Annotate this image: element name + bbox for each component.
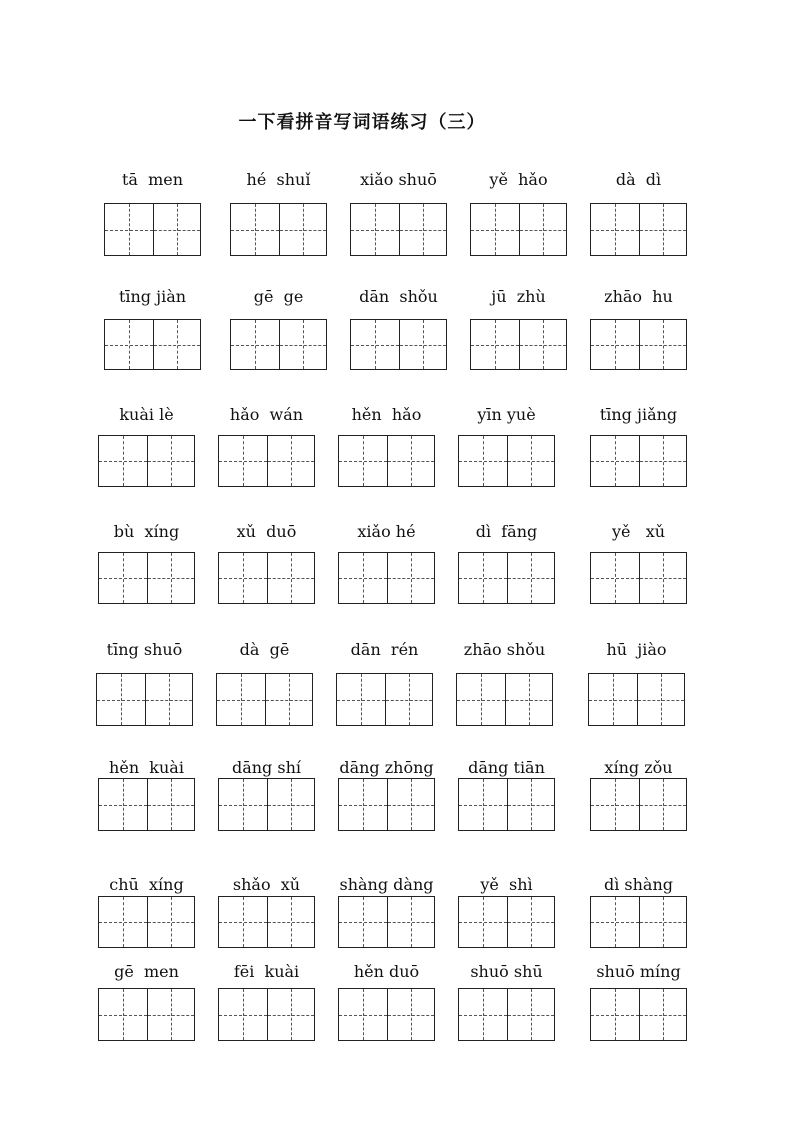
- pinyin-label: jū zhù: [491, 287, 546, 306]
- writing-box[interactable]: [98, 552, 195, 604]
- character-cell[interactable]: [591, 436, 639, 486]
- character-cell[interactable]: [399, 204, 447, 255]
- character-cell[interactable]: [351, 204, 399, 255]
- writing-box[interactable]: [458, 435, 555, 487]
- character-cell[interactable]: [507, 897, 555, 947]
- character-cell[interactable]: [279, 320, 327, 369]
- pinyin-label: yě hǎo: [489, 170, 548, 189]
- writing-box[interactable]: [338, 552, 435, 604]
- word-item: [588, 640, 685, 726]
- word-item: [338, 405, 435, 487]
- pinyin-label: tīng jiǎng: [599, 405, 678, 424]
- word-item: [104, 287, 201, 370]
- character-cell[interactable]: [591, 320, 639, 369]
- word-item: [98, 962, 195, 1041]
- character-cell[interactable]: [459, 897, 507, 947]
- word-item: [98, 522, 195, 604]
- pinyin-label: kuài lè: [119, 405, 174, 424]
- word-item: [218, 522, 315, 604]
- character-cell[interactable]: [231, 204, 279, 255]
- writing-box[interactable]: [218, 552, 315, 604]
- character-cell[interactable]: [267, 989, 315, 1040]
- word-item: [218, 758, 315, 831]
- character-cell[interactable]: [507, 779, 555, 830]
- word-item: [470, 170, 567, 256]
- pinyin-label: shuō míng: [596, 962, 681, 981]
- character-cell[interactable]: [339, 779, 387, 830]
- pinyin-label: xíng zǒu: [604, 758, 673, 777]
- character-cell[interactable]: [99, 553, 147, 603]
- writing-box[interactable]: [590, 203, 687, 256]
- character-cell[interactable]: [639, 989, 687, 1040]
- pinyin-label: xǔ duō: [236, 522, 297, 541]
- character-cell[interactable]: [147, 553, 195, 603]
- pinyin-label: shǎo xǔ: [232, 875, 301, 894]
- character-cell[interactable]: [267, 436, 315, 486]
- character-cell[interactable]: [145, 674, 193, 725]
- character-cell[interactable]: [589, 674, 637, 725]
- pinyin-label: hǎo wán: [229, 405, 304, 424]
- character-cell[interactable]: [147, 897, 195, 947]
- character-cell[interactable]: [99, 436, 147, 486]
- character-cell[interactable]: [339, 989, 387, 1040]
- word-item: [98, 875, 195, 948]
- writing-box[interactable]: [230, 203, 327, 256]
- word-item: [338, 875, 435, 948]
- writing-box[interactable]: [216, 673, 313, 726]
- writing-box[interactable]: [456, 673, 553, 726]
- writing-box[interactable]: [96, 673, 193, 726]
- word-item: [458, 405, 555, 487]
- pinyin-label: bù xíng: [113, 522, 180, 541]
- word-item: [458, 875, 555, 948]
- word-item: [590, 287, 687, 370]
- character-cell[interactable]: [99, 989, 147, 1040]
- word-item: [98, 405, 195, 487]
- word-item: [590, 758, 687, 831]
- character-cell[interactable]: [459, 989, 507, 1040]
- character-cell[interactable]: [507, 553, 555, 603]
- character-cell[interactable]: [591, 204, 639, 255]
- pinyin-label: yīn yuè: [477, 405, 536, 424]
- word-item: [96, 640, 193, 726]
- writing-box[interactable]: [98, 988, 195, 1041]
- pinyin-label: yě shì: [480, 875, 533, 894]
- character-cell[interactable]: [231, 320, 279, 369]
- character-cell[interactable]: [219, 553, 267, 603]
- character-cell[interactable]: [591, 989, 639, 1040]
- writing-box[interactable]: [218, 435, 315, 487]
- character-cell[interactable]: [219, 779, 267, 830]
- pinyin-label: tīng shuō: [106, 640, 183, 659]
- pinyin-label: xiǎo shuō: [360, 170, 437, 189]
- word-item: [458, 962, 555, 1041]
- character-cell[interactable]: [387, 436, 435, 486]
- pinyin-label: shuō shū: [470, 962, 543, 981]
- character-cell[interactable]: [471, 320, 519, 369]
- character-cell[interactable]: [591, 779, 639, 830]
- writing-box[interactable]: [218, 778, 315, 831]
- character-cell[interactable]: [519, 204, 567, 255]
- character-cell[interactable]: [153, 204, 201, 255]
- pinyin-label: dāng shí: [231, 758, 302, 777]
- character-cell[interactable]: [267, 553, 315, 603]
- writing-box[interactable]: [590, 778, 687, 831]
- writing-box[interactable]: [458, 552, 555, 604]
- pinyin-label: tā men: [121, 170, 184, 189]
- pinyin-label: dān rén: [350, 640, 419, 659]
- character-cell[interactable]: [519, 320, 567, 369]
- character-cell[interactable]: [387, 897, 435, 947]
- character-cell[interactable]: [399, 320, 447, 369]
- character-cell[interactable]: [459, 436, 507, 486]
- word-item: [230, 287, 327, 370]
- word-item: [470, 287, 567, 370]
- character-cell[interactable]: [267, 897, 315, 947]
- writing-box[interactable]: [350, 319, 447, 370]
- pinyin-label: dāng tiān: [468, 758, 545, 777]
- word-item: [338, 962, 435, 1041]
- character-cell[interactable]: [219, 897, 267, 947]
- character-cell[interactable]: [505, 674, 553, 725]
- writing-box[interactable]: [458, 778, 555, 831]
- writing-box[interactable]: [338, 988, 435, 1041]
- character-cell[interactable]: [471, 204, 519, 255]
- pinyin-label: dāng zhōng: [339, 758, 434, 777]
- character-cell[interactable]: [507, 989, 555, 1040]
- writing-box[interactable]: [98, 778, 195, 831]
- character-cell[interactable]: [639, 204, 687, 255]
- pinyin-label: xiǎo hé: [357, 522, 416, 541]
- writing-box[interactable]: [98, 435, 195, 487]
- character-cell[interactable]: [99, 779, 147, 830]
- writing-box[interactable]: [350, 203, 447, 256]
- writing-box[interactable]: [590, 552, 687, 604]
- word-item: [216, 640, 313, 726]
- word-item: [456, 640, 553, 726]
- writing-box[interactable]: [458, 896, 555, 948]
- character-cell[interactable]: [637, 674, 685, 725]
- pinyin-label: dà dì: [615, 170, 662, 189]
- pinyin-label: zhāo shǒu: [463, 640, 546, 659]
- writing-box[interactable]: [338, 435, 435, 487]
- writing-box[interactable]: [590, 988, 687, 1041]
- word-item: [336, 640, 433, 726]
- pinyin-label: hé shuǐ: [246, 170, 311, 189]
- pinyin-label: dān shǒu: [359, 287, 438, 306]
- writing-box[interactable]: [590, 319, 687, 370]
- pinyin-label: chū xíng: [109, 875, 184, 894]
- word-item: [458, 522, 555, 604]
- character-cell[interactable]: [99, 897, 147, 947]
- character-cell[interactable]: [337, 674, 385, 725]
- writing-box[interactable]: [230, 319, 327, 370]
- word-item: [98, 758, 195, 831]
- character-cell[interactable]: [147, 779, 195, 830]
- pinyin-label: yě xǔ: [611, 522, 666, 541]
- character-cell[interactable]: [387, 989, 435, 1040]
- page-title: 一下看拼音写词语练习（三）: [238, 112, 486, 133]
- pinyin-label: fēi kuài: [233, 962, 300, 981]
- writing-box[interactable]: [104, 203, 201, 256]
- word-item: [218, 875, 315, 948]
- character-cell[interactable]: [265, 674, 313, 725]
- writing-box[interactable]: [470, 203, 567, 256]
- word-item: [218, 405, 315, 487]
- character-cell[interactable]: [591, 553, 639, 603]
- character-cell[interactable]: [387, 553, 435, 603]
- word-item: [590, 522, 687, 604]
- writing-box[interactable]: [336, 673, 433, 726]
- character-cell[interactable]: [153, 320, 201, 369]
- character-cell[interactable]: [591, 897, 639, 947]
- word-item: [590, 962, 687, 1041]
- character-cell[interactable]: [639, 320, 687, 369]
- character-cell[interactable]: [639, 897, 687, 947]
- character-cell[interactable]: [267, 779, 315, 830]
- pinyin-label: shàng dàng: [339, 875, 434, 894]
- character-cell[interactable]: [219, 436, 267, 486]
- character-cell[interactable]: [639, 779, 687, 830]
- character-cell[interactable]: [147, 989, 195, 1040]
- character-cell[interactable]: [639, 436, 687, 486]
- pinyin-label: gē ge: [253, 287, 304, 306]
- pinyin-label: dì shàng: [603, 875, 674, 894]
- word-item: [590, 170, 687, 256]
- pinyin-label: dà gē: [239, 640, 290, 659]
- character-cell[interactable]: [97, 674, 145, 725]
- writing-box[interactable]: [590, 896, 687, 948]
- writing-box[interactable]: [338, 896, 435, 948]
- word-item: [458, 758, 555, 831]
- character-cell[interactable]: [507, 436, 555, 486]
- writing-box[interactable]: [338, 778, 435, 831]
- character-cell[interactable]: [387, 779, 435, 830]
- character-cell[interactable]: [105, 204, 153, 255]
- word-item: [338, 758, 435, 831]
- character-cell[interactable]: [279, 204, 327, 255]
- pinyin-label: tīng jiàn: [118, 287, 187, 306]
- pinyin-label: hěn hǎo: [351, 405, 422, 424]
- pinyin-label: gē men: [114, 962, 179, 981]
- word-item: [350, 170, 447, 256]
- writing-box[interactable]: [458, 988, 555, 1041]
- word-item: [590, 405, 687, 487]
- character-cell[interactable]: [351, 320, 399, 369]
- word-item: [104, 170, 201, 256]
- character-cell[interactable]: [339, 897, 387, 947]
- writing-box[interactable]: [218, 896, 315, 948]
- pinyin-label: dì fāng: [475, 522, 538, 541]
- writing-box[interactable]: [98, 896, 195, 948]
- pinyin-label: zhāo hu: [604, 287, 673, 306]
- writing-box[interactable]: [218, 988, 315, 1041]
- character-cell[interactable]: [339, 553, 387, 603]
- character-cell[interactable]: [459, 779, 507, 830]
- character-cell[interactable]: [459, 553, 507, 603]
- character-cell[interactable]: [219, 989, 267, 1040]
- writing-box[interactable]: [104, 319, 201, 370]
- character-cell[interactable]: [457, 674, 505, 725]
- word-item: [230, 170, 327, 256]
- writing-box[interactable]: [588, 673, 685, 726]
- character-cell[interactable]: [217, 674, 265, 725]
- character-cell[interactable]: [639, 553, 687, 603]
- writing-box[interactable]: [470, 319, 567, 370]
- character-cell[interactable]: [147, 436, 195, 486]
- pinyin-label: hū jiào: [606, 640, 667, 659]
- word-item: [590, 875, 687, 948]
- word-item: [218, 962, 315, 1041]
- pinyin-label: hěn kuài: [109, 758, 184, 777]
- pinyin-label: hěn duō: [353, 962, 420, 981]
- character-cell[interactable]: [105, 320, 153, 369]
- character-cell[interactable]: [385, 674, 433, 725]
- word-item: [338, 522, 435, 604]
- character-cell[interactable]: [339, 436, 387, 486]
- writing-box[interactable]: [590, 435, 687, 487]
- word-item: [350, 287, 447, 370]
